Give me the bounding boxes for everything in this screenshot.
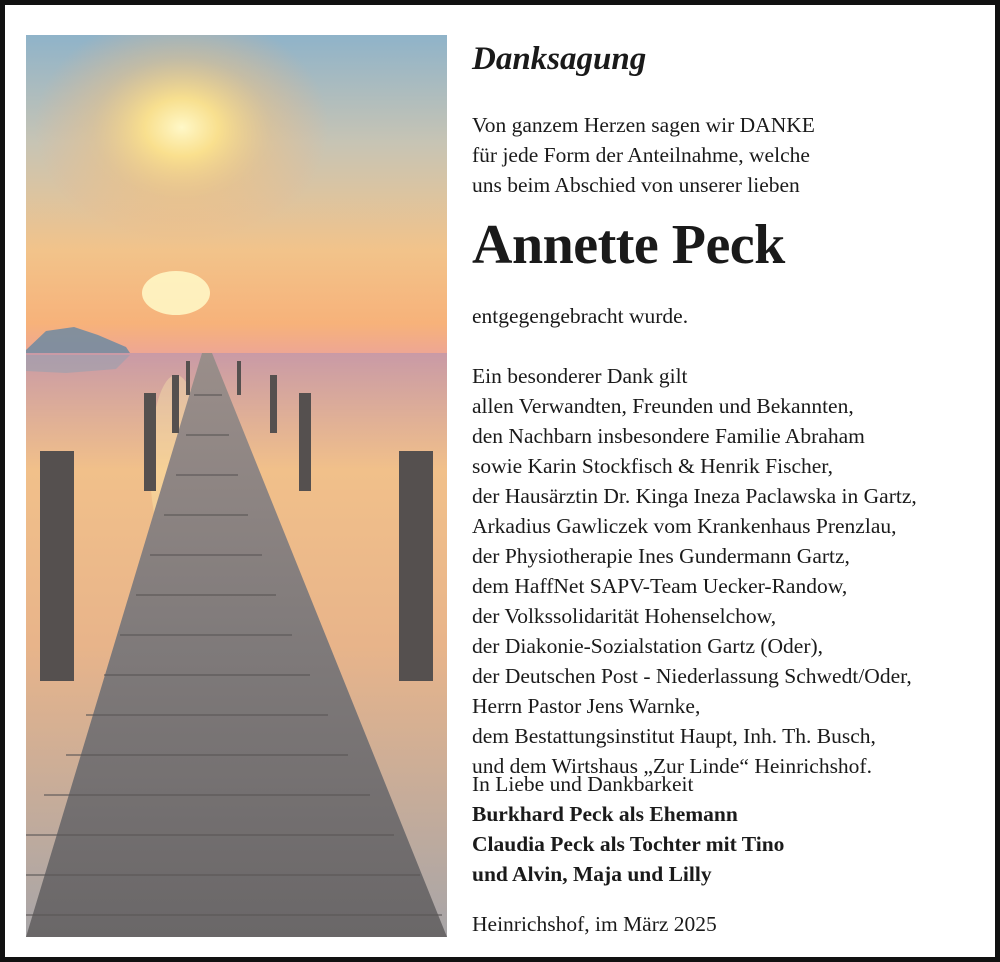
closing-line: In Liebe und Dankbarkeit xyxy=(472,772,694,796)
thanks-line: der Hausärztin Dr. Kinga Ineza Paclawska in Gartz, xyxy=(472,484,917,508)
place-date-text: Heinrichshof, im März 2025 xyxy=(472,912,717,936)
thanks-line: der Diakonie-Sozialstation Gartz (Oder), xyxy=(472,634,824,658)
after-name-line xyxy=(472,301,688,331)
thanks-line: dem HaffNet SAPV-Team Uecker-Randow, xyxy=(472,574,848,598)
signature-line: Burkhard Peck als Ehemann xyxy=(472,802,738,826)
thanks-line: der Volkssolidarität Hohenselchow, xyxy=(472,604,777,628)
thanks-line: der Physiotherapie Ines Gundermann Gartz, xyxy=(472,544,850,568)
intro-paragraph xyxy=(472,110,815,200)
signature-line: Claudia Peck als Tochter mit Tino xyxy=(472,832,785,856)
thanks-line: sowie Karin Stockfisch & Henrik Fischer, xyxy=(472,454,833,478)
place-date xyxy=(472,909,717,939)
signature-line: und Alvin, Maja und Lilly xyxy=(472,862,712,886)
thanks-line: und dem Wirtshaus „Zur Linde“ Heinrichshof. xyxy=(472,754,872,778)
thanks-line: Arkadius Gawliczek vom Krankenhaus Prenzlau, xyxy=(472,514,897,538)
deceased-name: Annette Peck xyxy=(472,214,785,276)
thanks-line: Ein besonderer Dank gilt xyxy=(472,364,688,388)
thanks-line: der Deutschen Post - Niederlassung Schwedt/Oder, xyxy=(472,664,912,688)
thanks-line: dem Bestattungsinstitut Haupt, Inh. Th. Busch, xyxy=(472,724,876,748)
notice-heading: Danksagung xyxy=(472,41,647,77)
thanks-line: Herrn Pastor Jens Warnke, xyxy=(472,694,701,718)
intro-line: für jede Form der Anteilnahme, welche xyxy=(472,143,810,167)
thanks-paragraph xyxy=(472,361,917,781)
after-name-text: entgegengebracht wurde. xyxy=(472,304,689,328)
closing-block xyxy=(472,769,784,889)
thanks-line: den Nachbarn insbesondere Familie Abraham xyxy=(472,424,865,448)
intro-line: Von ganzem Herzen sagen wir DANKE xyxy=(472,113,815,137)
thanks-line: allen Verwandten, Freunden und Bekannten, xyxy=(472,394,854,418)
sunset-pier-photo xyxy=(26,35,447,937)
intro-line: uns beim Abschied von unserer lieben xyxy=(472,173,800,197)
